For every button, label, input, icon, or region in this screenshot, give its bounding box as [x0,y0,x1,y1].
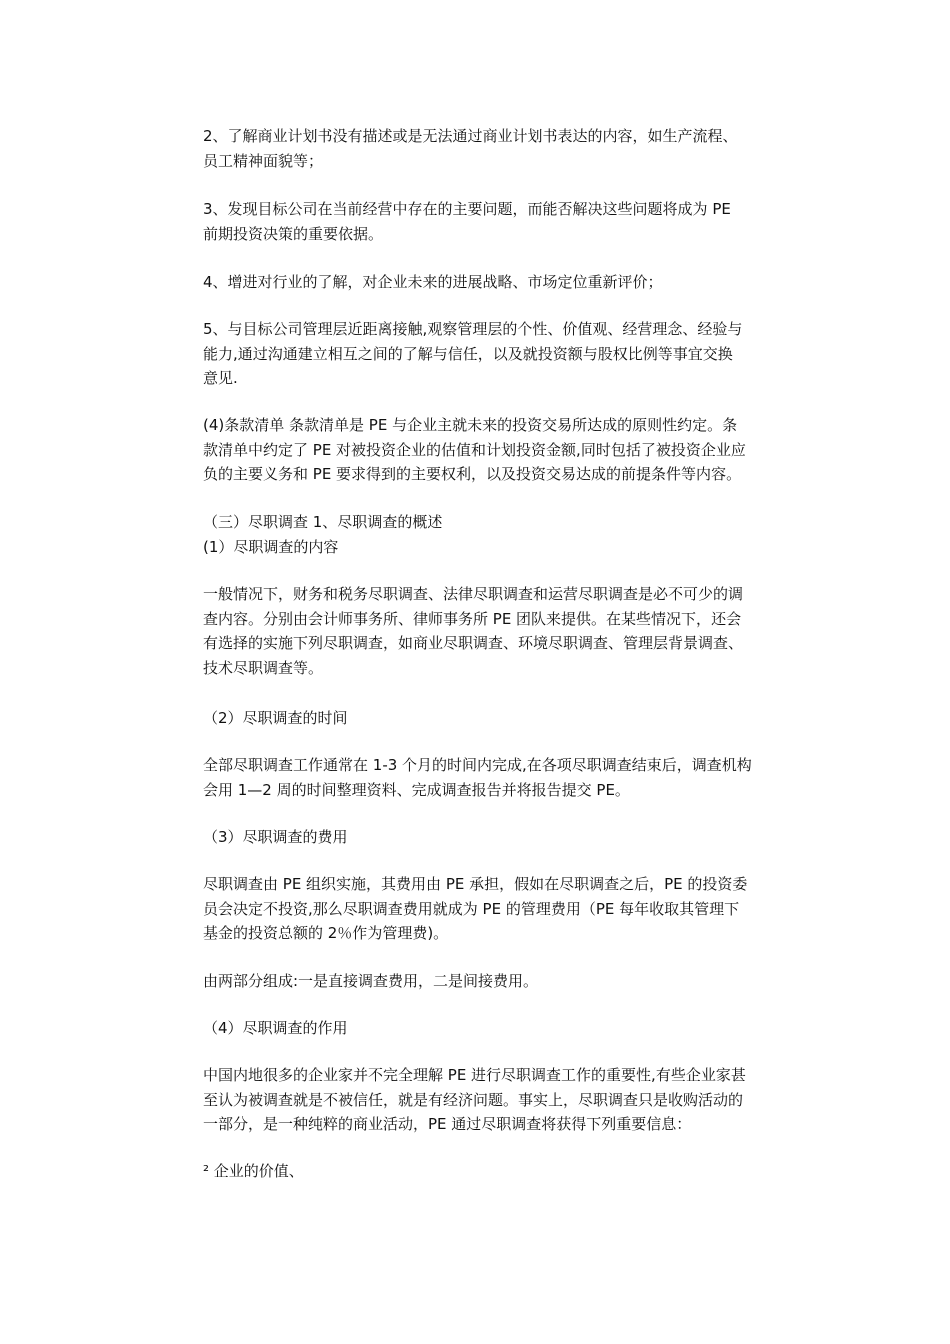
paragraph-term-sheet: (4)条款清单 条款清单是 PE 与企业主就未来的投资交易所达成的原则性约定。条 款清单中约定了 PE 对被投资企业的估值和计划投资金额,同时包括了被投资企业应 负的主要义务和 PE 要求得到的主要权利，以及投资交易达成的前提条件等内容。 [203,416,746,483]
subheading-dd-cost: （3）尽职调查的费用 [203,828,348,846]
paragraph-dd-content: 一般情况下，财务和税务尽职调查、法律尽职调查和运营尽职调查是必不可少的调 查内容。分别由会计师事务所、律师事务所 PE 团队来提供。在某些情况下，还会 有选择的实施下列尽职调查，如商业尽职调查、环境尽职调查、管理层背景调查、 技术尽职调查等。 [203,585,744,677]
paragraph-cost-components: 由两部分组成:一是直接调查费用，二是间接费用。 [203,972,539,990]
paragraph-dd-role: 中国内地很多的企业家并不完全理解 PE 进行尽职调查工作的重要性,有些企业家甚 至认为被调查就是不被信任，就是有经济问题。事实上，尽职调查只是收购活动的 一部分，是一种纯粹的商业活动，PE 通过尽职调查将获得下列重要信息： [203,1066,746,1133]
paragraph-item-5: 5、与目标公司管理层近距离接触,观察管理层的个性、价值观、经营理念、经验与 能力,通过沟通建立相互之间的了解与信任，以及就投资额与股权比例等事宜交换 意见. [203,320,743,387]
paragraph-dd-cost: 尽职调查由 PE 组织实施，其费用由 PE 承担，假如在尽职调查之后，PE 的投资委 员会决定不投资,那么尽职调查费用就成为 PE 的管理费用（PE 每年收取其管理下 基金的投资总额的 2％作为管理费)。 [203,875,748,942]
paragraph-dd-time: 全部尽职调查工作通常在 1-3 个月的时间内完成,在各项尽职调查结束后，调查机构 会用 1—2 周的时间整理资料、完成调查报告并将报告提交 PE。 [203,756,752,799]
subheading-dd-time: （2）尽职调查的时间 [203,709,348,727]
section-heading-due-diligence: （三）尽职调查 1、尽职调查的概述 (1）尽职调查的内容 [203,513,443,556]
paragraph-item-4: 4、增进对行业的了解，对企业未来的进展战略、市场定位重新评价； [203,273,663,291]
subheading-dd-role: （4）尽职调查的作用 [203,1019,348,1037]
paragraph-item-3: 3、发现目标公司在当前经营中存在的主要问题，而能否解决这些问题将成为 PE 前期投资决策的重要依据。 [203,200,731,243]
bullet-item-enterprise-value: ² 企业的价值、 [203,1162,304,1180]
paragraph-item-2: 2、了解商业计划书没有描述或是无法通过商业计划书表达的内容，如生产流程、 员工精神面貌等； [203,127,738,170]
